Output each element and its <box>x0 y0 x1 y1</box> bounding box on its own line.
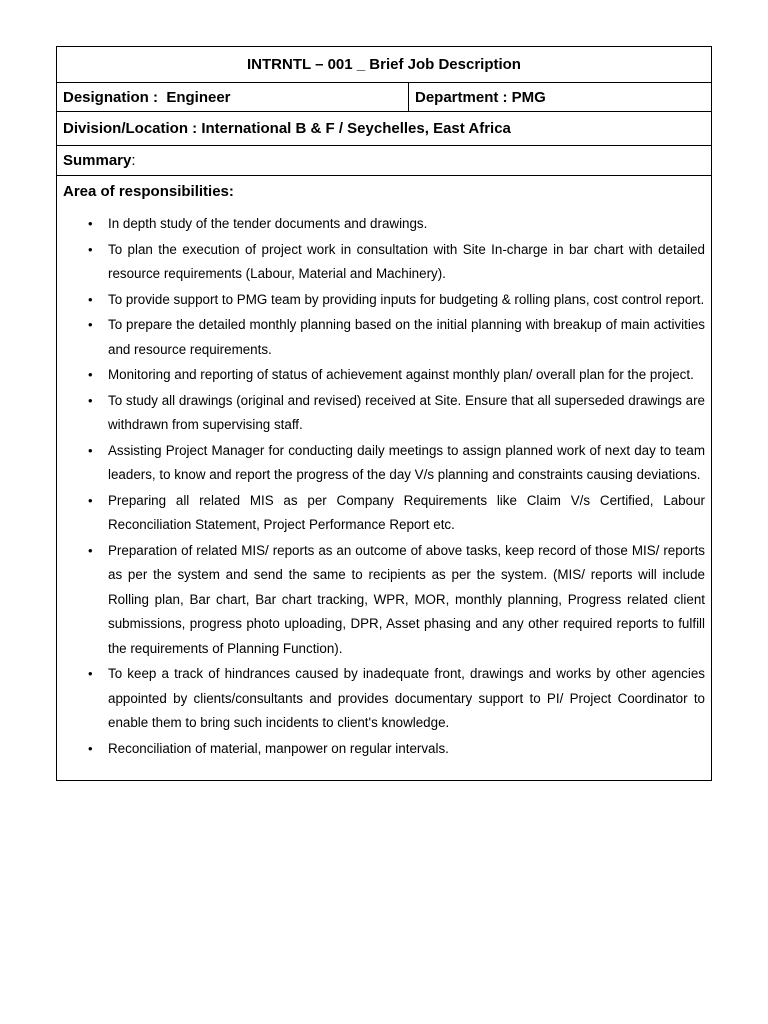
bullet-icon: • <box>88 317 93 332</box>
designation-cell: Designation : Engineer <box>57 83 409 111</box>
bullet-icon: • <box>88 542 93 558</box>
responsibilities-list <box>63 212 705 761</box>
summary-colon: : <box>131 152 136 169</box>
list-item-text: To provide support to PMG team by providing inputs for budgeting & rolling plans, cost control report. <box>108 291 705 307</box>
list-item-text: Preparing all related MIS as per Company Requirements like Claim V/s Certified, Labour Reconciliation Statement, Project Performance Report etc. <box>108 492 705 532</box>
bullet-icon: • <box>88 241 93 257</box>
list-item <box>63 737 705 762</box>
list-item-text: To plan the execution of project work in consultation with Site In-charge in bar chart with detailed resource requirements (Labour, Material and Machinery). <box>108 241 705 281</box>
bullet-icon: • <box>88 740 93 756</box>
bullet-icon: • <box>88 367 93 382</box>
list-item-text: To prepare the detailed monthly planning based on the initial planning with breakup of main activities and resource requirements. <box>108 317 705 357</box>
list-item <box>63 212 705 237</box>
document-title: INTRNTL – 001 _ Brief Job Description <box>57 47 711 83</box>
list-item <box>63 238 705 287</box>
bullet-icon: • <box>88 666 93 681</box>
department-cell: Department : PMG <box>415 88 546 106</box>
list-item-text: To keep a track of hindrances caused by inadequate front, drawings and works by other agencies appointed by clients/consultants and provides documentary support to PI/ Project Coordinator to enable them to bring such incidents to client's knowledge. <box>108 666 705 730</box>
list-item <box>63 489 705 538</box>
list-item-text: Monitoring and reporting of status of achievement against monthly plan/ overall plan for the project. <box>108 367 694 382</box>
list-item-text: Preparation of related MIS/ reports as an outcome of above tasks, keep record of those MIS/ reports as per the system and send the same to recipients as per the system. (MIS/ reports will include Rolling plan, Bar chart, Bar chart tracking, WPR, MOR, monthly planning, Progress related client submissions, progress photo uploading, DPR, Asset phasing and any other required reports to fulfill the requirements of Planning Function). <box>108 542 705 656</box>
responsibilities-heading: Area of responsibilities: <box>63 183 234 200</box>
list-item <box>63 363 705 388</box>
list-item <box>63 439 705 488</box>
list-item <box>63 389 705 438</box>
list-item-text: In depth study of the tender documents and drawings. <box>108 216 428 231</box>
list-item <box>63 539 705 662</box>
list-item-text: Reconciliation of material, manpower on regular intervals. <box>108 740 449 756</box>
bullet-icon: • <box>88 442 93 458</box>
bullet-icon: • <box>88 392 93 408</box>
bullet-icon: • <box>88 492 93 508</box>
job-description-table <box>56 46 712 781</box>
list-item <box>63 288 705 313</box>
bullet-icon: • <box>88 216 93 231</box>
division-location-row: Division/Location : International B & F / Seychelles, East Africa <box>57 112 711 146</box>
summary-row <box>57 146 711 176</box>
list-item <box>63 313 705 362</box>
responsibilities-section <box>57 176 711 780</box>
list-item-text: To study all drawings (original and revised) received at Site. Ensure that all superseded drawings are withdrawn from supervising staff. <box>108 392 705 432</box>
summary-label: Summary <box>63 152 132 169</box>
bullet-icon: • <box>88 291 93 307</box>
list-item <box>63 662 705 736</box>
list-item-text: Assisting Project Manager for conducting daily meetings to assign planned work of next day to team leaders, to know and report the progress of the day V/s planning and constraints causing deviations. <box>108 442 705 482</box>
designation-department-row <box>57 83 711 112</box>
